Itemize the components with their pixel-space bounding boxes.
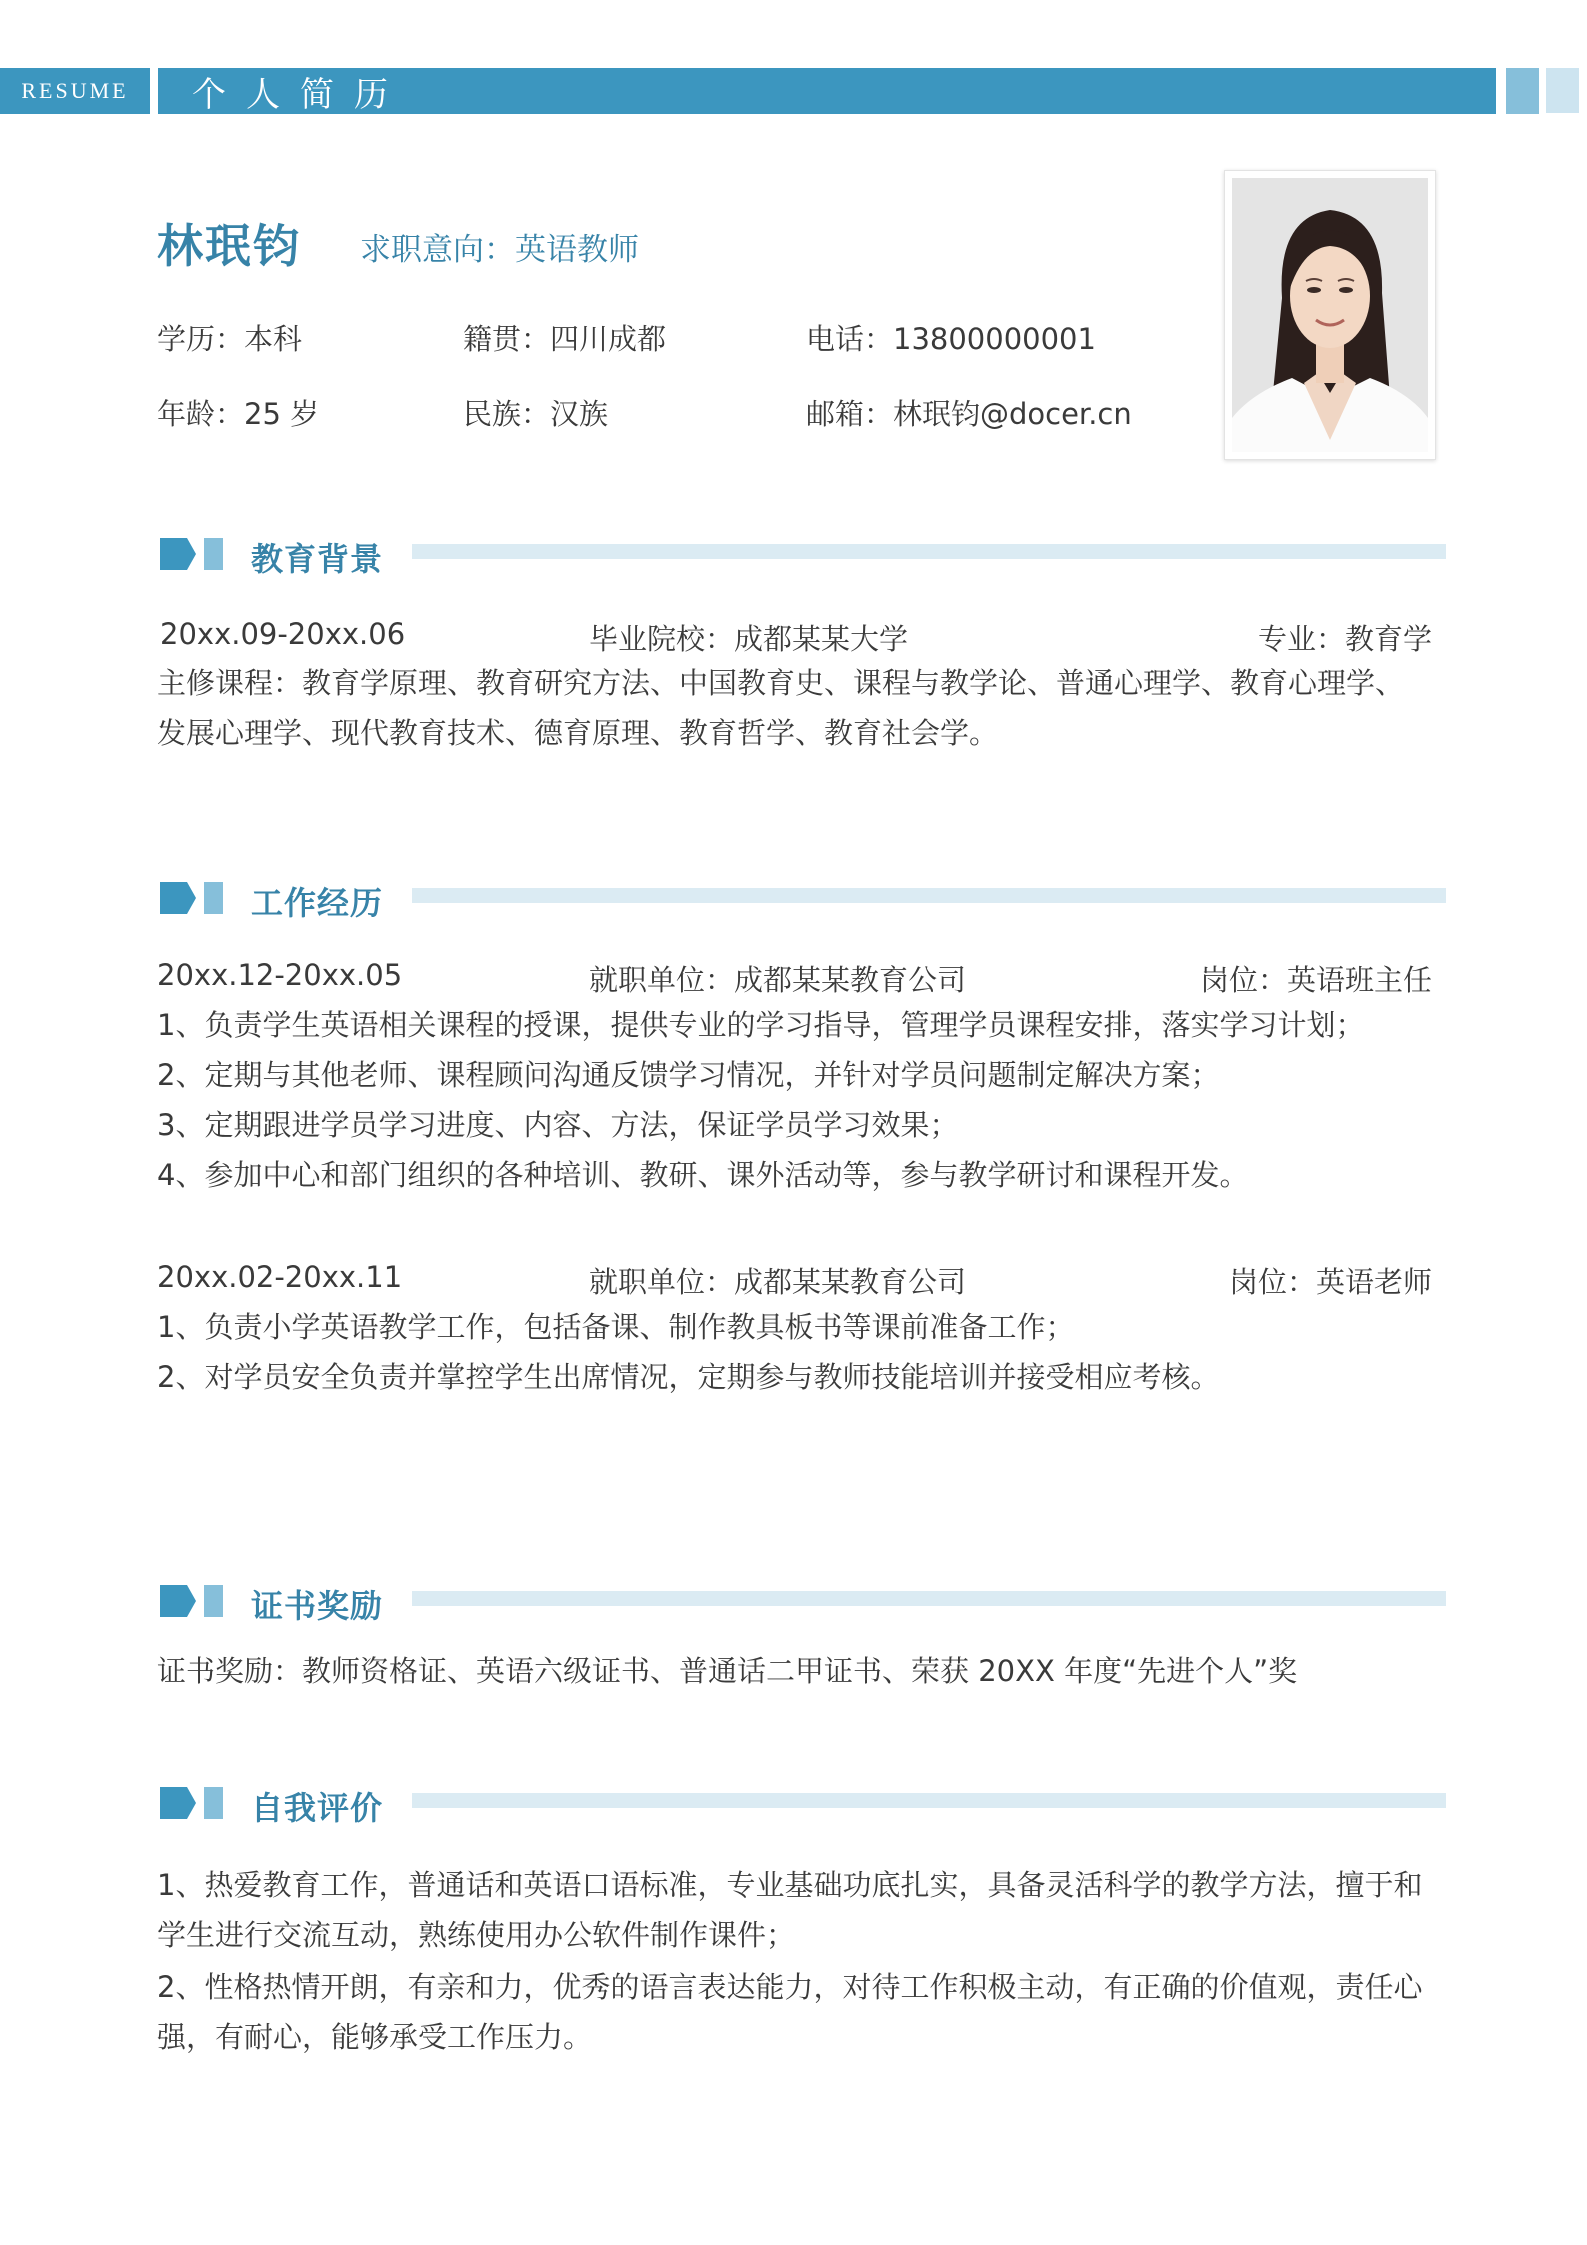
work-duty: 2、对学员安全负责并掌控学生出席情况，定期参与教师技能培训并接受相应考核。 [157, 1360, 1220, 1394]
section-arrow-icon [160, 1787, 196, 1819]
self-evaluation-line: 强，有耐心，能够承受工作压力。 [157, 2020, 593, 2054]
section-bar-icon [204, 1787, 223, 1819]
phone: 电话：13800000001 [806, 322, 1096, 356]
awards-text: 证书奖励：教师资格证、英语六级证书、普通话二甲证书、荣获 20XX 年度“先进个人”奖 [157, 1654, 1298, 1688]
education-school: 毕业院校：成都某某大学 [589, 622, 909, 656]
section-divider [412, 544, 1446, 559]
section-bar-icon [204, 538, 223, 570]
self-evaluation-line: 1、热爱教育工作，普通话和英语口语标准，专业基础功底扎实，具备灵活科学的教学方法，擅于和 [157, 1868, 1423, 1902]
education-courses-line: 发展心理学、现代教育技术、德育原理、教育哲学、教育社会学。 [157, 716, 999, 750]
work-duty: 1、负责学生英语相关课程的授课，提供专业的学习指导，管理学员课程安排，落实学习计划； [157, 1008, 1365, 1042]
education-major: 专业：教育学 [1257, 622, 1432, 656]
photo-portrait-icon [1232, 178, 1428, 452]
profile-photo [1224, 170, 1436, 460]
job-intent: 求职意向：英语教师 [360, 232, 639, 268]
education-courses-line: 主修课程：教育学原理、教育研究方法、中国教育史、课程与教学论、普通心理学、教育心理学、 [157, 666, 1405, 700]
work-company: 就职单位：成都某某教育公司 [589, 963, 967, 997]
work-company: 就职单位：成都某某教育公司 [589, 1265, 967, 1299]
candidate-name: 林珉钧 [157, 219, 301, 273]
work-period: 20xx.12-20xx.05 [157, 958, 403, 992]
resume-tag: RESUME [0, 68, 150, 114]
work-duty: 4、参加中心和部门组织的各种培训、教研、课外活动等，参与教学研讨和课程开发。 [157, 1158, 1249, 1192]
education-period: 20xx.09-20xx.06 [160, 617, 406, 651]
section-title: 自我评价 [251, 1789, 384, 1827]
work-period: 20xx.02-20xx.11 [157, 1260, 403, 1294]
banner-decoration-block [1506, 68, 1539, 114]
email: 邮箱：林珉钧@docer.cn [806, 397, 1132, 431]
section-header-education [160, 538, 1446, 578]
section-divider [412, 1591, 1446, 1606]
banner-decoration-block-pale [1546, 68, 1579, 113]
section-bar-icon [204, 882, 223, 914]
section-title: 工作经历 [251, 884, 384, 922]
section-arrow-icon [160, 538, 196, 570]
section-arrow-icon [160, 1585, 196, 1617]
work-position: 岗位：英语班主任 [1199, 963, 1432, 997]
work-duty: 2、定期与其他老师、课程顾问沟通反馈学习情况，并针对学员问题制定解决方案； [157, 1058, 1220, 1092]
section-header-awards [160, 1585, 1446, 1625]
section-divider [412, 1793, 1446, 1808]
section-title: 证书奖励 [251, 1587, 384, 1625]
ethnicity: 民族：汉族 [463, 397, 609, 431]
age: 年龄：25 岁 [157, 397, 320, 431]
native-place: 籍贯：四川成都 [463, 322, 667, 356]
self-evaluation-line: 2、性格热情开朗，有亲和力，优秀的语言表达能力，对待工作积极主动，有正确的价值观，责任心 [157, 1970, 1423, 2004]
work-duty: 1、负责小学英语教学工作，包括备课、制作教具板书等课前准备工作； [157, 1310, 1075, 1344]
page-title: 个人简历 [158, 68, 1496, 114]
work-position: 岗位：英语老师 [1228, 1265, 1432, 1299]
self-evaluation-line: 学生进行交流互动，熟练使用办公软件制作课件； [157, 1918, 796, 1952]
section-divider [412, 888, 1446, 903]
education-level: 学历：本科 [157, 322, 303, 356]
section-header-self-evaluation [160, 1787, 1446, 1827]
section-title: 教育背景 [251, 540, 384, 578]
section-arrow-icon [160, 882, 196, 914]
section-bar-icon [204, 1585, 223, 1617]
section-header-work [160, 882, 1446, 922]
work-duty: 3、定期跟进学员学习进度、内容、方法，保证学员学习效果； [157, 1108, 959, 1142]
